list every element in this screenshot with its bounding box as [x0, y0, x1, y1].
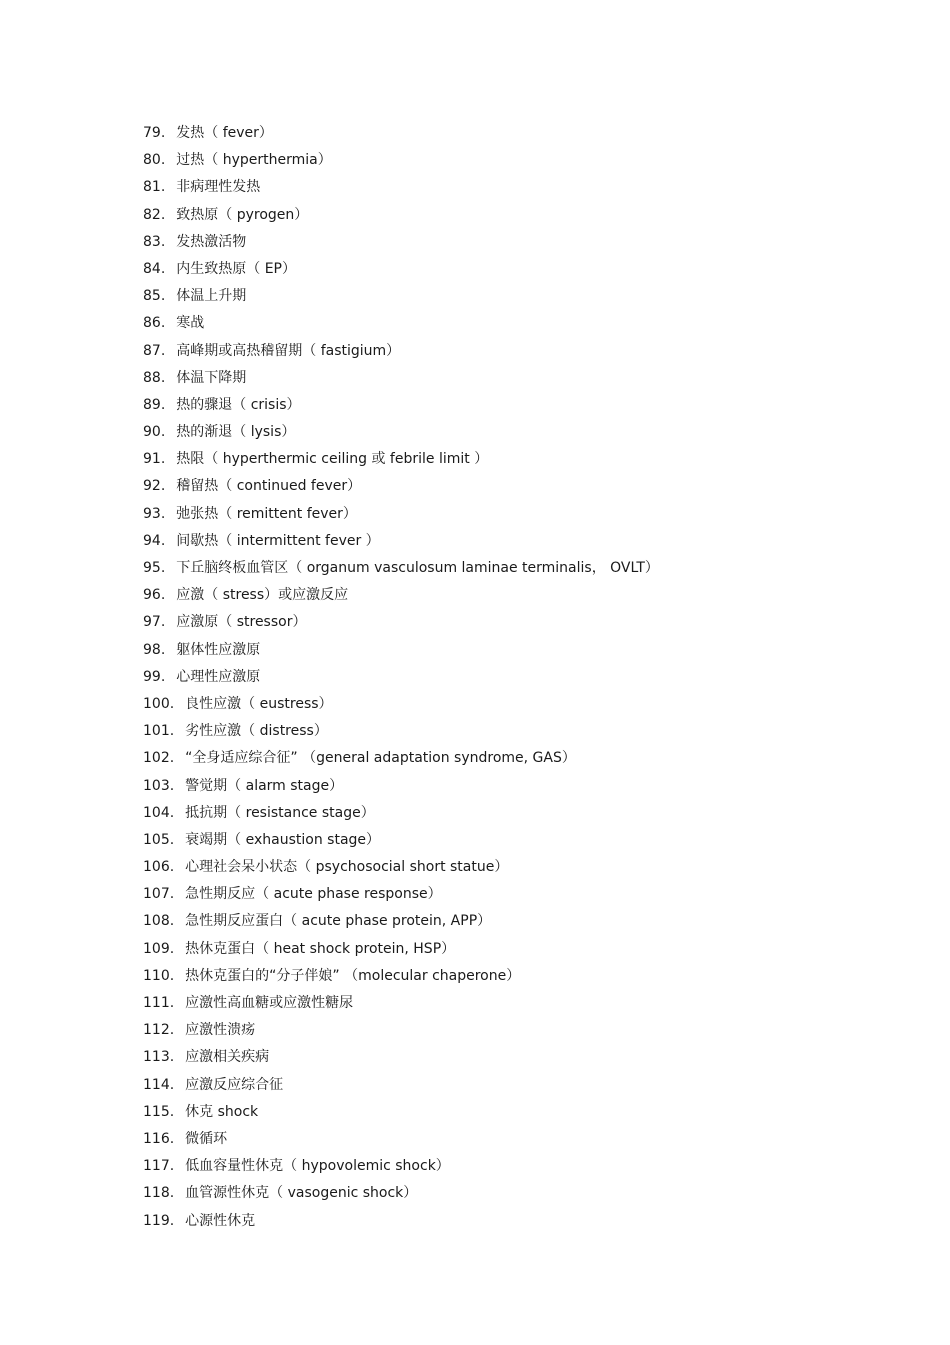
item-term-text: 心理性应激原	[176, 668, 261, 685]
list-item	[143, 911, 903, 938]
list-item	[143, 857, 903, 884]
item-term-text: 稽留热（ continued fever）	[176, 478, 362, 495]
item-number: 112.	[143, 1022, 175, 1039]
list-item	[143, 177, 903, 204]
item-term-text: 应激性溃疡	[185, 1022, 256, 1039]
list-item	[143, 422, 903, 449]
item-number: 106.	[143, 859, 175, 876]
list-item	[143, 1156, 903, 1183]
item-number: 97.	[143, 614, 166, 631]
item-term-text: 热限（ hyperthermic ceiling 或 febrile limit ）	[176, 451, 489, 468]
item-number: 107.	[143, 886, 175, 903]
list-item	[143, 966, 903, 993]
list-item	[143, 259, 903, 286]
list-item	[143, 123, 903, 150]
item-number: 118.	[143, 1185, 175, 1202]
item-term-text: 间歇热（ intermittent fever ）	[176, 532, 380, 549]
item-term-text: 高峰期或高热稽留期（ fastigium）	[176, 342, 401, 359]
item-number: 115.	[143, 1103, 175, 1120]
item-number: 109.	[143, 940, 175, 957]
item-number: 104.	[143, 804, 175, 821]
item-term-text: 热的渐退（ lysis）	[176, 424, 296, 441]
item-number: 86.	[143, 315, 166, 332]
item-term-text: 发热（ fever）	[176, 125, 273, 141]
item-term-text: 体温下降期	[176, 369, 247, 386]
item-term-text: 急性期反应蛋白（ acute phase protein, APP）	[185, 913, 492, 930]
list-item	[143, 1211, 903, 1238]
item-term-text: 躯体性应激原	[176, 641, 261, 658]
list-item	[143, 721, 903, 748]
item-number: 103.	[143, 777, 175, 794]
list-item	[143, 476, 903, 503]
item-term-text: 寒战	[176, 315, 205, 332]
item-term-text: 过热（ hyperthermia）	[176, 152, 332, 169]
list-item	[143, 341, 903, 368]
list-item	[143, 830, 903, 857]
list-item	[143, 449, 903, 476]
item-term-text: 急性期反应（ acute phase response）	[185, 886, 442, 903]
list-item	[143, 993, 903, 1020]
item-term-text: 应激（ stress）或应激反应	[176, 587, 349, 604]
item-number: 101.	[143, 723, 175, 740]
list-item	[143, 667, 903, 694]
item-number: 100.	[143, 695, 175, 712]
list-item	[143, 368, 903, 395]
item-term-text: 应激反应综合征	[185, 1076, 284, 1093]
item-number: 95.	[143, 560, 166, 576]
list-item	[143, 776, 903, 803]
item-term-text: 抵抗期（ resistance stage）	[185, 804, 375, 821]
item-number: 105.	[143, 831, 175, 848]
item-term-text: 弛张热（ remittent fever）	[176, 505, 357, 522]
item-number: 88.	[143, 369, 166, 386]
item-term-text: 血管源性休克（ vasogenic shock）	[185, 1185, 418, 1202]
item-number: 119.	[143, 1212, 175, 1229]
item-term-text: 警觉期（ alarm stage）	[185, 777, 344, 794]
item-number: 85.	[143, 288, 166, 305]
item-number: 89.	[143, 396, 166, 413]
item-number: 90.	[143, 424, 166, 441]
item-term-text: 应激性高血糖或应激性糖尿	[185, 995, 354, 1011]
item-number: 116.	[143, 1130, 175, 1147]
item-number: 114.	[143, 1076, 175, 1093]
item-number: 94.	[143, 532, 166, 549]
item-term-text: 低血容量性休克（ hypovolemic shock）	[185, 1158, 450, 1175]
item-term-text: 体温上升期	[176, 288, 247, 305]
item-term-text: 热休克蛋白的“分子伴娘” （molecular chaperone）	[185, 967, 521, 984]
item-number: 117.	[143, 1158, 175, 1175]
list-item	[143, 232, 903, 259]
item-term-text: 非病理性发热	[176, 179, 261, 196]
item-number: 79.	[143, 125, 166, 141]
item-number: 83.	[143, 233, 166, 250]
list-item	[143, 1183, 903, 1210]
list-item	[143, 585, 903, 612]
item-term-text: 心源性休克	[185, 1212, 256, 1229]
item-number: 91.	[143, 451, 166, 468]
list-item	[143, 1075, 903, 1102]
item-term-text: 热的骤退（ crisis）	[176, 396, 301, 413]
item-number: 81.	[143, 179, 166, 196]
item-number: 111.	[143, 995, 175, 1011]
item-number: 93.	[143, 505, 166, 522]
item-term-text: 休克 shock	[185, 1103, 259, 1120]
list-item	[143, 1020, 903, 1047]
item-term-text: 热休克蛋白（ heat shock protein, HSP）	[185, 940, 456, 957]
item-term-text: 下丘脑终板血管区（ organum vasculosum laminae terminalis， OVLT）	[176, 560, 659, 576]
list-item	[143, 395, 903, 422]
item-term-text: 内生致热原（ EP）	[176, 260, 297, 277]
list-item	[143, 640, 903, 667]
item-number: 82.	[143, 206, 166, 223]
list-item	[143, 286, 903, 313]
list-item	[143, 694, 903, 721]
item-number: 102.	[143, 750, 175, 767]
item-number: 84.	[143, 260, 166, 277]
list-item	[143, 748, 903, 775]
list-item	[143, 1129, 903, 1156]
item-number: 113.	[143, 1049, 175, 1066]
item-term-text: 应激原（ stressor）	[176, 614, 307, 631]
list-item	[143, 612, 903, 639]
item-term-text: 心理社会呆小状态（ psychosocial short statue）	[185, 859, 509, 876]
glossary-term-list	[143, 123, 903, 1238]
list-item	[143, 803, 903, 830]
list-item	[143, 558, 903, 585]
item-number: 80.	[143, 152, 166, 169]
item-term-text: 劣性应激（ distress）	[185, 723, 328, 740]
item-number: 87.	[143, 342, 166, 359]
list-item	[143, 504, 903, 531]
list-item	[143, 939, 903, 966]
item-number: 110.	[143, 967, 175, 984]
item-number: 99.	[143, 668, 166, 685]
item-number: 92.	[143, 478, 166, 495]
list-item	[143, 531, 903, 558]
item-term-text: 良性应激（ eustress）	[185, 695, 333, 712]
list-item	[143, 150, 903, 177]
item-number: 98.	[143, 641, 166, 658]
item-number: 108.	[143, 913, 175, 930]
item-term-text: 衰竭期（ exhaustion stage）	[185, 831, 381, 848]
item-term-text: 微循环	[185, 1130, 228, 1147]
list-item	[143, 884, 903, 911]
item-term-text: 发热激活物	[176, 233, 247, 250]
item-term-text: 应激相关疾病	[185, 1049, 270, 1066]
list-item	[143, 1047, 903, 1074]
item-term-text: 致热原（ pyrogen）	[176, 206, 309, 223]
item-term-text: “全身适应综合征” （general adaptation syndrome, GAS）	[185, 750, 576, 767]
list-item	[143, 1102, 903, 1129]
list-item	[143, 313, 903, 340]
list-item	[143, 205, 903, 232]
item-number: 96.	[143, 587, 166, 604]
